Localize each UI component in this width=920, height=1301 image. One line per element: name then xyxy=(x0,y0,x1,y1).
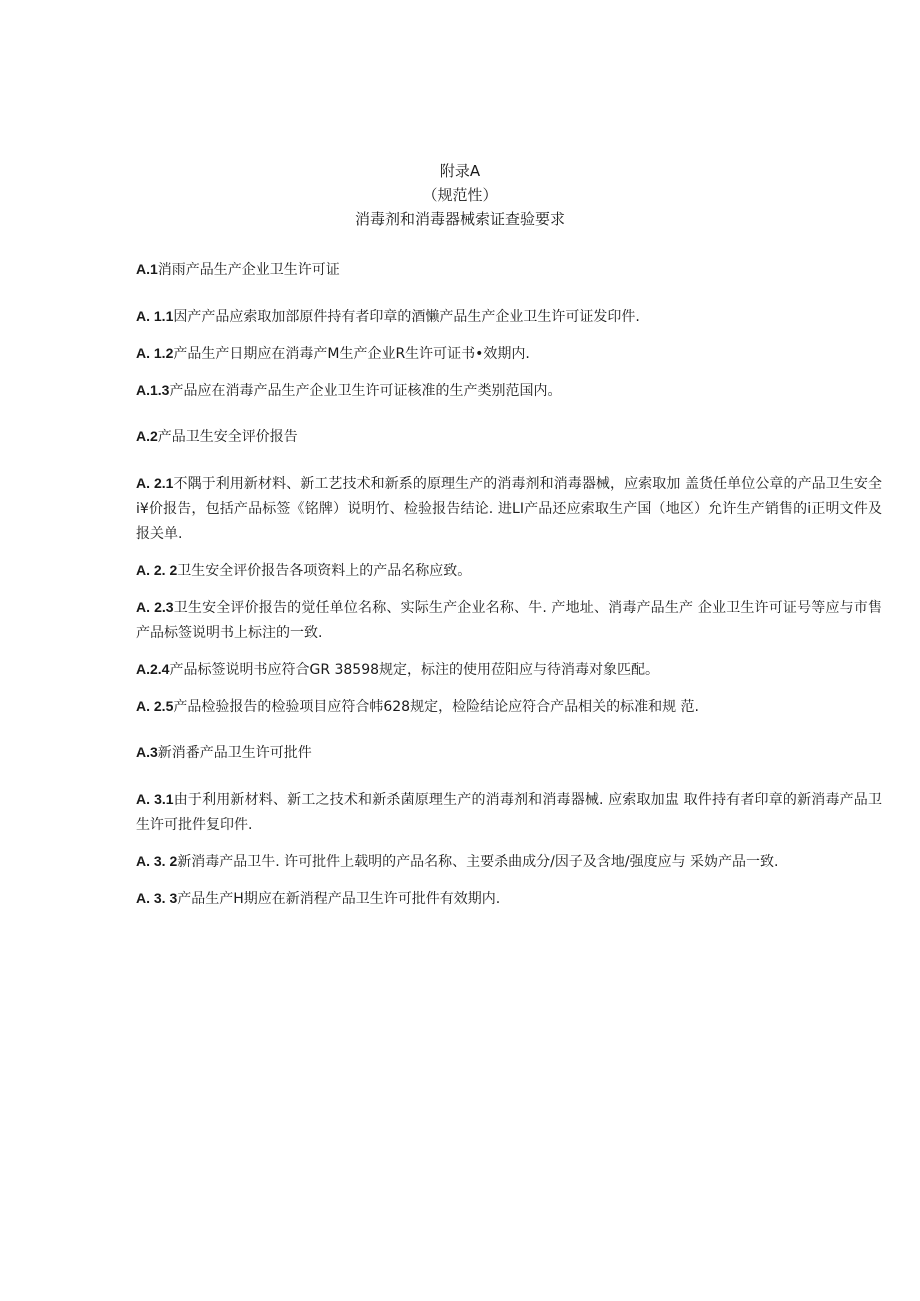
clause-text: 因产产品应索取加部原件持有者印章的酒懒产品生产企业卫生许可证发印件. xyxy=(173,309,640,325)
clause-text: 不隅于利用新材料、新工艺技术和新系的原理生产的消毒剂和消毒器械，应索取加 盖货任单位公章的产品卫生安全i¥价报告，包括产品标签《铭牌）说明竹、检验报告结论. 进LI产品还应索取生产国（地区）允许生产销售的i正明文件及报关单. xyxy=(136,476,882,542)
clause-number: A. 1.2 xyxy=(136,345,174,361)
clause-number: A. 3.1 xyxy=(136,791,174,807)
clause-a1-2 xyxy=(136,341,882,367)
clause-number: A. 2.3 xyxy=(136,599,174,615)
section-number: A.2 xyxy=(136,428,158,444)
clause-number: A. 3. 3 xyxy=(136,890,178,906)
clause-number: A. 2. 2 xyxy=(136,562,178,578)
section-title-text: 消雨产品生产企业卫生许可证 xyxy=(157,262,340,278)
clause-a3-2 xyxy=(136,849,882,875)
clause-a3-1 xyxy=(136,787,882,838)
section-number: A.1 xyxy=(136,261,158,277)
section-a3-title xyxy=(136,741,882,764)
clause-a1-1 xyxy=(136,304,882,330)
section-a1-title xyxy=(136,258,882,281)
clause-text: 产品检验报告的检验项目应符合帏628规定，检险结论应符合产品相关的标准和规 范. xyxy=(173,699,699,715)
clause-a2-1 xyxy=(136,471,882,547)
document-body xyxy=(136,258,882,923)
clause-number: A. 1.1 xyxy=(136,308,174,324)
appendix-heading xyxy=(0,160,920,232)
clause-text: 产品生产日期应在消毒产M生产企业R生许可证书•效期内. xyxy=(173,346,530,362)
clause-text: 产品标签说明书应符合GR 38598规定，标注的使用莅阳应与待消毒对象匹配。 xyxy=(169,662,660,678)
clause-text: 产品生产H期应在新消程产品卫生许可批件有效期内. xyxy=(177,891,501,907)
clause-number: A.2.4 xyxy=(136,661,170,677)
clause-a2-5 xyxy=(136,694,882,720)
clause-text: 新消毒产品卫牛. 许可批件上载明的产品名称、主要杀曲成分/因子及含地/强度应与 采妫产品一致. xyxy=(177,854,779,870)
appendix-normative-tag: （规范性） xyxy=(422,186,498,204)
clause-a2-2 xyxy=(136,558,882,584)
clause-text: 卫生安全评价报告各项资料上的产品名称应致。 xyxy=(177,563,472,579)
appendix-label: 附录A xyxy=(439,162,481,180)
section-title-text: 产品卫生安全评价报告 xyxy=(157,429,298,445)
clause-a3-3 xyxy=(136,886,882,912)
clause-a2-3 xyxy=(136,595,882,646)
appendix-title: 消毒剂和消毒器械索证查验要求 xyxy=(354,210,565,228)
section-title-text: 新消番产品卫生许可批件 xyxy=(157,745,312,761)
clause-a1-3 xyxy=(136,378,882,404)
clause-text: 卫生安全评价报告的觉任单位名称、实际生产企业名称、牛. 产地址、消毒产品生产 企业卫生许可证号等应与市售产品标签说明书上标注的一致. xyxy=(136,600,882,641)
clause-text: 由于利用新材料、新工之技术和新杀菌原理生产的消毒剂和消毒器械. 应索取加盅 取件持有者印章的新消毒产品卫生许可批件复印件. xyxy=(136,792,882,833)
clause-number: A.1.3 xyxy=(136,382,170,398)
clause-number: A. 3. 2 xyxy=(136,853,178,869)
clause-number: A. 2.1 xyxy=(136,475,174,491)
clause-text: 产品应在消毒产品生产企业卫生许可证核准的生产类别范国内。 xyxy=(169,383,562,399)
section-number: A.3 xyxy=(136,744,158,760)
section-a2-title xyxy=(136,425,882,448)
clause-a2-4 xyxy=(136,657,882,683)
clause-number: A. 2.5 xyxy=(136,698,174,714)
